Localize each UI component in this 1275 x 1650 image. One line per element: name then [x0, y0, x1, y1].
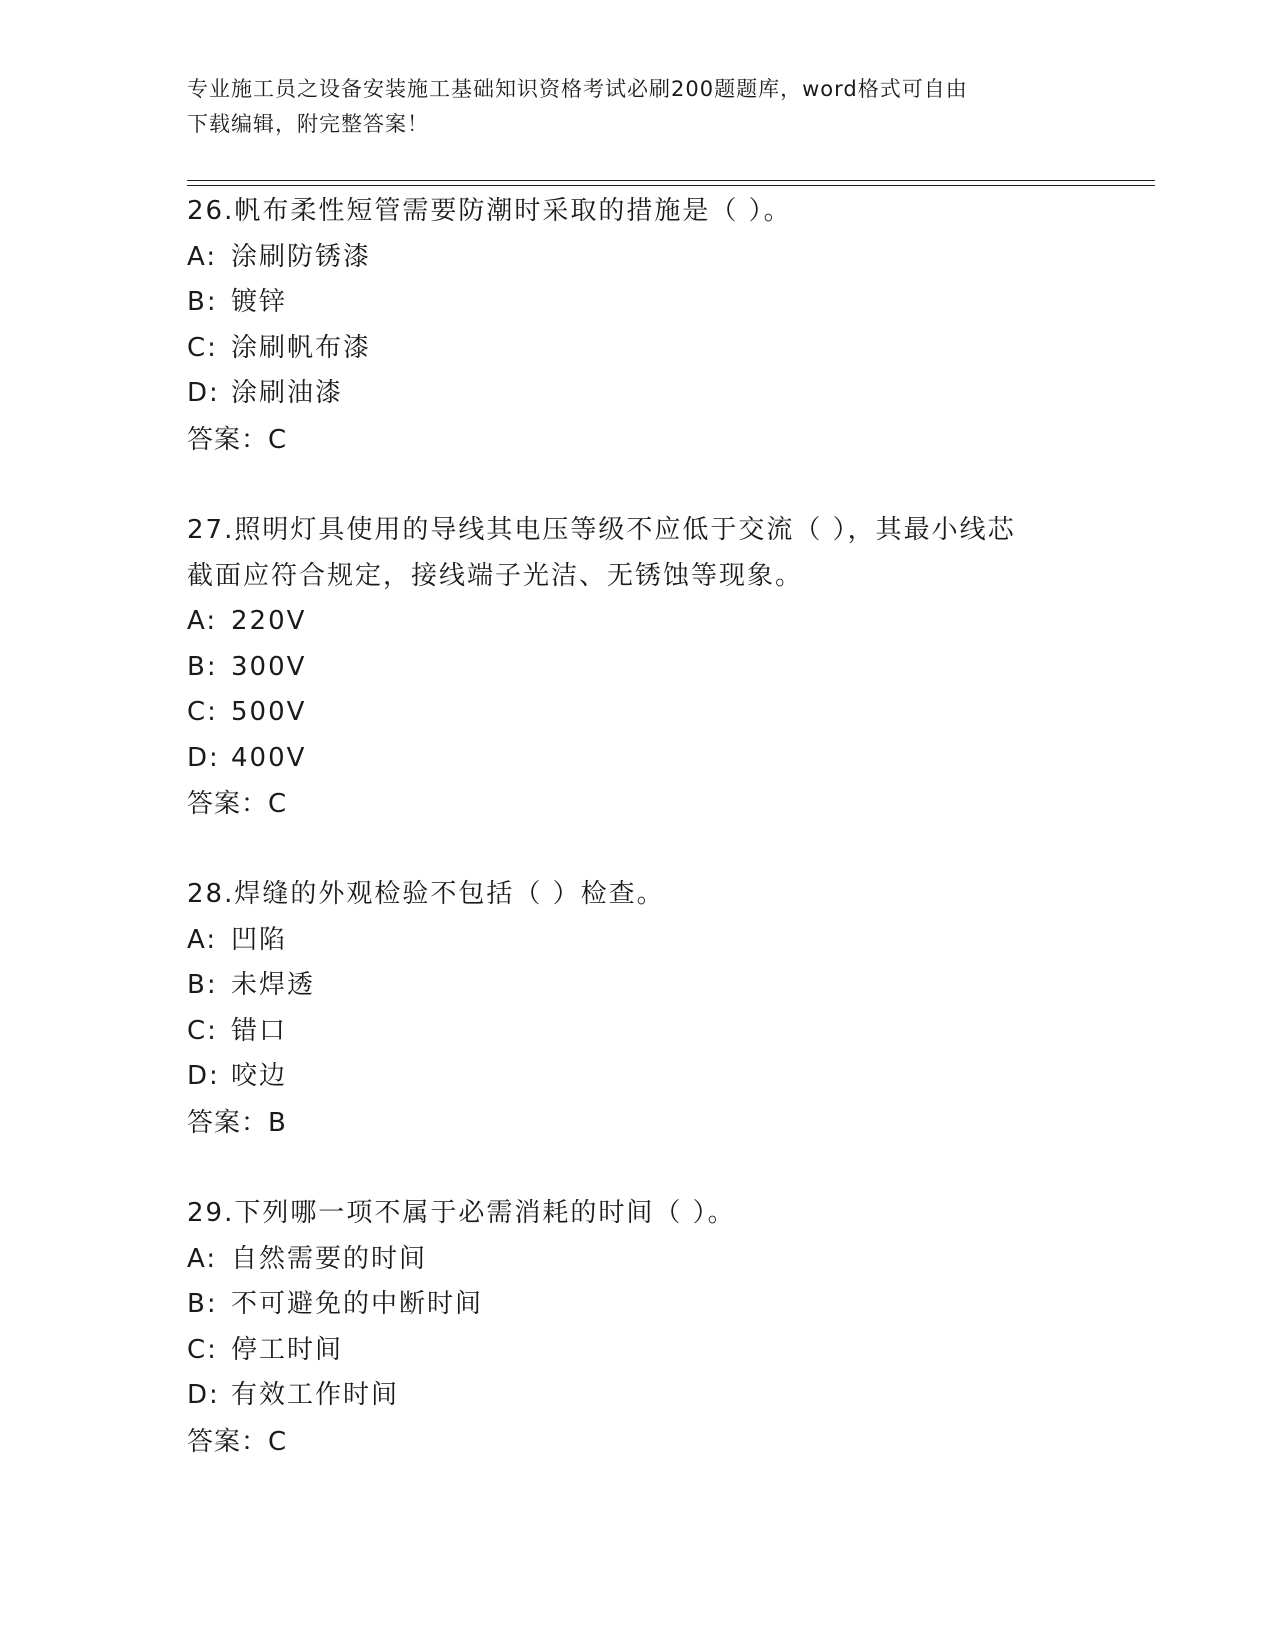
option-text: 涂刷帆布漆	[231, 332, 372, 363]
option-c	[187, 1009, 1087, 1055]
question-stem: 28.焊缝的外观检验不包括（ ）检查。	[187, 879, 665, 909]
option-letter: A:	[187, 1243, 218, 1274]
option-b	[187, 645, 1087, 691]
option-a	[187, 235, 1087, 281]
option-text: 停工时间	[231, 1334, 344, 1365]
question-stem-line-2: 截面应符合规定，接线端子光洁、无锈蚀等现象。	[187, 560, 804, 591]
header-divider-top	[187, 180, 1155, 181]
answer: 答案：C	[187, 1426, 288, 1457]
option-text: 凹陷	[231, 924, 288, 955]
option-letter: B:	[187, 1289, 218, 1319]
option-text: 不可避免的中断时间	[231, 1289, 484, 1319]
header-divider-bottom	[187, 185, 1155, 186]
option-c	[187, 326, 1087, 372]
question-stem-line-1: 27.照明灯具使用的导线其电压等级不应低于交流（ ），其最小线芯	[187, 515, 1016, 545]
header-line-1: 专业施工员之设备安装施工基础知识资格考试必刷200题题库，word格式可自由	[187, 77, 968, 101]
option-letter: C:	[187, 697, 218, 727]
question-stem: 26.帆布柔性短管需要防潮时采取的措施是（ ）。	[187, 196, 792, 226]
option-letter: A:	[187, 241, 218, 272]
option-text: 咬边	[231, 1061, 288, 1091]
option-letter: D:	[187, 1380, 220, 1410]
option-letter: B:	[187, 970, 218, 1000]
option-letter: C:	[187, 1015, 218, 1046]
option-letter: A:	[187, 924, 218, 955]
option-text: 220V	[231, 606, 307, 636]
answer: 答案：C	[187, 424, 288, 455]
option-a	[187, 918, 1087, 964]
option-d	[187, 736, 1087, 782]
option-d	[187, 1054, 1087, 1100]
option-a	[187, 599, 1087, 645]
question-26	[187, 189, 1087, 463]
option-letter: D:	[187, 742, 220, 773]
question-27	[187, 508, 1087, 827]
answer: 答案：C	[187, 789, 288, 819]
option-text: 未焊透	[231, 970, 316, 1000]
document-header	[187, 72, 1087, 142]
option-letter: C:	[187, 1334, 218, 1365]
answer: 答案：B	[187, 1107, 287, 1138]
option-text: 300V	[231, 651, 307, 682]
option-c	[187, 1328, 1087, 1374]
option-text: 镀锌	[231, 287, 288, 317]
option-letter: D:	[187, 378, 220, 408]
option-b	[187, 1282, 1087, 1328]
option-text: 自然需要的时间	[231, 1243, 428, 1274]
option-letter: B:	[187, 287, 218, 317]
option-b	[187, 280, 1087, 326]
option-d	[187, 1373, 1087, 1419]
option-text: 400V	[231, 742, 307, 773]
option-c	[187, 690, 1087, 736]
option-text: 500V	[231, 697, 307, 727]
option-letter: D:	[187, 1061, 220, 1091]
option-text: 错口	[231, 1015, 288, 1046]
option-letter: C:	[187, 332, 218, 363]
question-28	[187, 872, 1087, 1146]
question-29	[187, 1191, 1087, 1465]
question-stem: 29.下列哪一项不属于必需消耗的时间（ ）。	[187, 1198, 736, 1228]
option-a	[187, 1237, 1087, 1283]
header-line-2: 下载编辑，附完整答案！	[187, 112, 429, 136]
option-letter: B:	[187, 651, 218, 682]
option-letter: A:	[187, 606, 218, 636]
option-b	[187, 963, 1087, 1009]
option-text: 有效工作时间	[231, 1380, 400, 1410]
option-text: 涂刷油漆	[231, 378, 344, 408]
option-text: 涂刷防锈漆	[231, 241, 372, 272]
option-d	[187, 371, 1087, 417]
